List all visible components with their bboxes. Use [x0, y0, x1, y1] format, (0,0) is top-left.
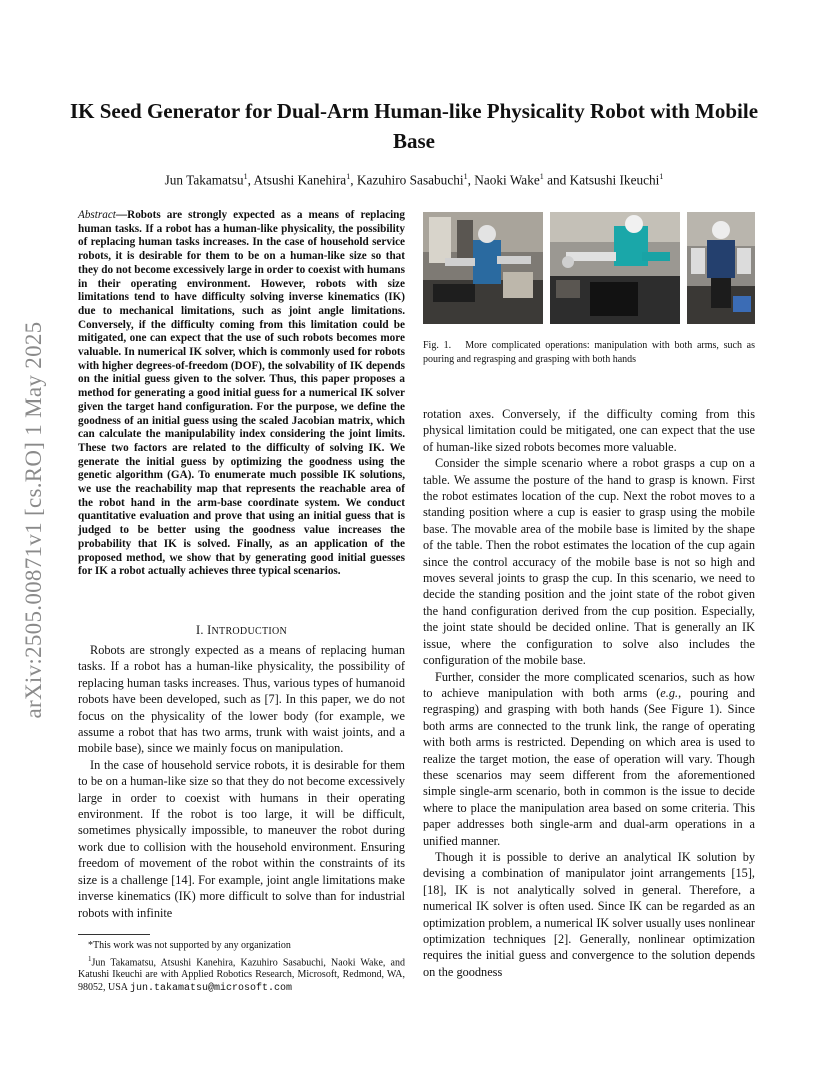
paragraph: Consider the simple scenario where a robot grasps a cup on a table. We assume the posture of the hand to grasp is known. First the robot estimates location of the cup. Next the robot moves to a standing position where a cup is easier to grasp using the mobile base. The movable area of the mobile base is limited by the shape of the table. Then the robot estimates the location of the cup again since the control accuracy of the mobile base is not so high and moves several joints to grasp the cup. In this scenario, we need to decide the standing position and the joint state of the robot given the hand configuration derived from the cup position. Especially, the joint state should be decided online. That is generally an IK issue, where the configuration to solve also includes the configuration of the mobile base. [423, 456, 755, 668]
footnote-funding: *This work was not supported by any organization [88, 940, 291, 951]
author-name: Atsushi Kanehira [253, 172, 347, 188]
abstract-body: Robots are strongly expected as a means of replacing human tasks. If a robot has a human-like physicality, the possibility of replacing human tasks increases. In the case of household service robots, it is desirable for them to be on a human-like size so that they do not become excessively large in order to coexist with humans in their operating environment. However, robots with size limitations tend to have difficulty solving inverse kinematics (IK) due to mechanical limitations, such as joint angle limitations. Conversely, if the difficulty coming from this limitation could be mitigated, one can expect that the use of such robots becomes more valuable. In numerical IK solver, which is commonly used for robots with higher degrees-of-freedom (DOF), the solvability of IK depends on the initial guess given to the solver. Thus, this paper proposes a method for generating a good initial guess for a numerical IK solver given the target hand configuration. For the purpose, we define the goodness of an initial guess using the scaled Jacobian matrix, which can calculate the manipulability index considering the joint limits. These two factors are related to the difficulty of solving IK. We generate the initial guess by optimizing the goodness using the genetic algorithm (GA). To enumerate much possible IK solutions, we use the reachability map that represents the reachable area of the robot hand in the arm-base coordinate system. We conduct quantitative evaluation and prove that using an initial guess that is judged to be better using the goodness value increases the probability that IK is solved. Finally, as an application of the proposed method, we show that by generating good initial guesses for IK a robot actually achieves three typical scenarios. [78, 209, 405, 578]
author-separator: , [247, 172, 254, 188]
right-column-body [423, 406, 755, 980]
section-heading [78, 623, 405, 638]
author-separator: , [350, 172, 357, 188]
paper-title: IK Seed Generator for Dual-Arm Human-like Physicality Robot with Mobile Base [69, 99, 759, 153]
footnote-text: Jun Takamatsu, Atsushi Kanehira, Kazuhiro Sasabuchi, Naoki Wake, and Katushi Ikeuchi are with Applied Robotics Research, Microsoft, Redmond, WA, 98052, USA [78, 956, 405, 993]
paragraph-text: Further, consider the more complicated scenarios, such as how to achieve manipulation with both arms ( [423, 669, 755, 700]
section-title-initial: I [207, 623, 212, 637]
author-separator: and [543, 172, 570, 188]
section-title-rest: NTRODUCTION [211, 626, 288, 637]
figure-photo-regrasping [550, 212, 680, 324]
author-list [60, 172, 768, 188]
paragraph: Though it is possible to derive an analytical IK solution by devising a combination of manipulator joint arrangements [15], [18], IK is not analytically solved in general. Therefore, a numerical IK solver is often used. Since IK can be regarded as an optimization problem, a numerical IK solver usually uses nonlinear optimization techniques [2]. Generally, nonlinear optimization requires the initial guess and convergence to the solution depends on the goodness [423, 849, 755, 979]
author-name: Kazuhiro Sasabuchi [356, 172, 464, 188]
arxiv-identifier: arXiv:2505.00871v1 [cs.RO] 1 May 2025 [21, 321, 46, 719]
author-name: Naoki Wake [474, 172, 540, 188]
footnote-mark: 1 [88, 954, 92, 963]
paragraph: rotation axes. Conversely, if the difficulty coming from this physical limitation could be mitigated, one can expect that the use of human-like sized robots becomes more valuable. [423, 407, 755, 454]
footnote-divider [78, 934, 150, 935]
paragraph-text: , pouring and regrasping) and grasping with both hands (See Figure 1). Since both arms are connected to the trunk link, the range of operating with both arms is restricted. Depending on which area is used to realize the target motion, the ease of operation will vary. Though these scenarios may seem different from the aforementioned simple single-arm scenario, both in common is the issue to decide where to place the manipulation area based on some criteria. This paper addresses both single-arm and dual-arm operations in a unified manner. [423, 685, 756, 848]
emphasis-text: e.g. [660, 685, 679, 700]
author-email: jun.takamatsu@microsoft.com [129, 982, 292, 994]
abstract-dash: — [115, 209, 128, 221]
footnotes [78, 940, 405, 995]
footnote-affiliation [78, 953, 405, 996]
author-separator: , [467, 172, 475, 188]
author-name: Jun Takamatsu [164, 172, 244, 188]
affiliation-mark: 1 [346, 172, 351, 181]
affiliation-mark: 1 [463, 172, 468, 181]
figure-caption [423, 339, 755, 366]
paragraph: Robots are strongly expected as a means of replacing human tasks. If a robot has a human-like physicality, the possibility of replacing human tasks increases. Thus, various types of humanoid robots have been developed, such as [7]. In this paper, we do not focus on the physicality of the lower body (for example, we assume a robot that has two arms, trunk with waist joints, and a mobile base), since we mainly focus on manipulation. [78, 643, 405, 756]
figure-photo-dual-grasp [687, 212, 755, 324]
figure-photo-pouring [423, 212, 543, 324]
affiliation-mark: 1 [659, 172, 664, 181]
arxiv-sidebar [8, 260, 60, 780]
left-column-body [78, 642, 405, 921]
section-number: I. [195, 623, 208, 637]
figure-caption-text: More complicated operations: manipulation with both arms, such as pouring and regrasping and grasping with both hands [423, 340, 756, 365]
paragraph [423, 669, 755, 849]
abstract-heading: Abstract [78, 209, 116, 221]
author-name: Katsushi Ikeuchi [569, 172, 660, 188]
paragraph: In the case of household service robots, it is desirable for them to be on a human-like size so that they do not become excessively large in order to coexist with humans in their operating environment. If the robot is too large, it will be difficult, sometimes physically impossible, to maneuver the robot during work due to collision with the household environment. Ensuring freedom of movement of the robot within the constraints of its size is a challenge [14]. For example, joint angle limitations make inverse kinematics (IK) more difficult to solve than for industrial robots with infinite [78, 757, 405, 920]
figure-label: Fig. 1. [423, 340, 452, 351]
affiliation-mark: 1 [243, 172, 248, 181]
abstract [78, 209, 405, 579]
affiliation-mark: 1 [539, 172, 544, 181]
